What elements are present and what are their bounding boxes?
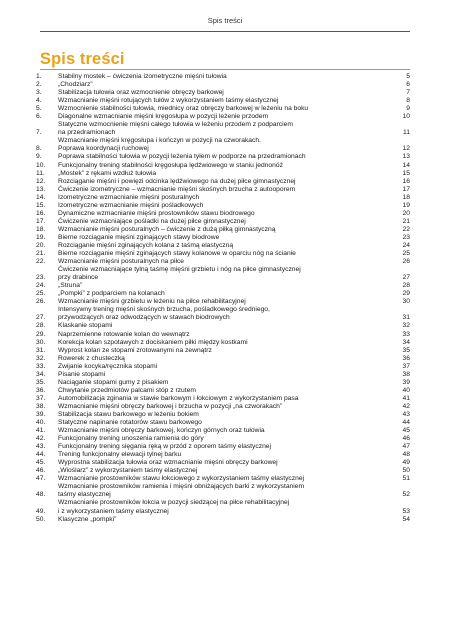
toc-entry-number: 40. xyxy=(36,419,46,427)
toc-entry-title-line: Klaskanie stopami xyxy=(58,322,113,330)
toc-entry-page: 30 xyxy=(402,298,410,306)
toc-entry[interactable] xyxy=(36,435,410,443)
toc-entry[interactable] xyxy=(36,290,410,298)
toc-entry-number: 17. xyxy=(36,217,46,225)
toc-entry-title-line: Funkcjonalny trening stabilności kręgosłupa lędźwiowego w staniu jednonóż xyxy=(58,161,283,169)
toc-entry-number: 27. xyxy=(36,314,46,322)
toc-entry-number: 44. xyxy=(36,451,46,459)
toc-entry[interactable] xyxy=(36,322,410,330)
toc-entry-title xyxy=(58,105,396,113)
toc-entry-title xyxy=(58,322,396,330)
toc-entry-title xyxy=(58,226,396,234)
toc-entry-number: 39. xyxy=(36,410,46,418)
toc-entry[interactable] xyxy=(36,250,410,258)
toc-entry-title xyxy=(58,435,396,443)
toc-entry-page: 37 xyxy=(402,362,410,370)
toc-entry-title xyxy=(58,499,396,515)
toc-entry-number: 46. xyxy=(36,467,46,475)
toc-entry-title xyxy=(58,250,396,258)
toc-entry[interactable] xyxy=(36,178,410,186)
toc-entry-title-line: Bierne rozciąganie mięśni zginających stawy biodrowe xyxy=(58,233,220,241)
toc-entry-number: 50. xyxy=(36,515,46,523)
toc-entry-title xyxy=(58,89,396,97)
toc-entry-number: 49. xyxy=(36,507,46,515)
toc-entry-title-line: Stabilny mostek – ćwiczenia izometryczne mięśni tułowia xyxy=(58,73,227,80)
toc-entry-number: 31. xyxy=(36,346,46,354)
toc-entry-number: 18. xyxy=(36,225,46,233)
toc-entry-page: 9 xyxy=(406,105,410,113)
toc-entry-title-line: Statyczne napinanie rotatorów stawu barkowego xyxy=(58,419,202,427)
toc-entry-page: 23 xyxy=(402,233,410,241)
toc-entry[interactable] xyxy=(36,202,410,210)
toc-entry-page: 49 xyxy=(402,459,410,467)
toc-entry-title-line: Wzmocnienie stabilności tułowia, miednicy oraz obręczy barkowej w leżeniu na boku xyxy=(58,105,309,113)
toc-entry-number: 7. xyxy=(36,129,42,137)
toc-entry-page: 42 xyxy=(402,402,410,410)
toc-entry-title-line: Wyprost kolan ze stopami zrotowanymi na zewnątrz xyxy=(58,346,212,354)
toc-entry[interactable] xyxy=(36,516,410,524)
toc-entry-number: 33. xyxy=(36,362,46,370)
toc-entry-number: 25. xyxy=(36,290,46,298)
toc-entry-number: 37. xyxy=(36,394,46,402)
toc-entry[interactable] xyxy=(36,379,410,387)
toc-entry-number: 47. xyxy=(36,475,46,483)
toc-entry-number: 23. xyxy=(36,274,46,282)
toc-entry-page: 28 xyxy=(402,282,410,290)
toc-entry-title-line: Wzmacnianie mięśni rotujących tułów z wykorzystaniem taśmy elastycznej xyxy=(58,97,279,105)
toc-entry-page: 50 xyxy=(402,467,410,475)
toc-entry-title-line: Bierne rozciąganie mięśni zginających stawy kolanowe w oparciu nóg na ścianie xyxy=(58,250,296,258)
toc-entry-page: 43 xyxy=(402,410,410,418)
toc-entry-page: 21 xyxy=(402,217,410,225)
toc-entry-page: 54 xyxy=(402,515,410,523)
toc-entry[interactable] xyxy=(36,395,410,403)
toc-entry-title xyxy=(58,210,396,218)
toc-entry-page: 14 xyxy=(402,161,410,169)
toc-entry-page: 41 xyxy=(402,394,410,402)
toc-entry-title-line: Chwytanie przedmiotów palcami stóp z rzutem xyxy=(58,386,196,394)
toc-entry[interactable] xyxy=(36,89,410,97)
toc-entry[interactable] xyxy=(36,97,410,105)
toc-entry-page: 26 xyxy=(402,258,410,266)
toc-entry-page: 34 xyxy=(402,338,410,346)
toc-entry-number: 19. xyxy=(36,233,46,241)
toc-entry-title xyxy=(58,443,396,451)
toc-entry-page: 27 xyxy=(402,274,410,282)
toc-entry[interactable] xyxy=(36,339,410,347)
toc-entry-title-line: Naciąganie stopami gumy z pisakiem xyxy=(58,378,169,386)
toc-entry-title xyxy=(58,258,396,266)
toc-entry-title-line: Poprawa koordynacji ruchowej xyxy=(58,145,149,153)
toc-entry-page: 15 xyxy=(402,169,410,177)
toc-entry-page: 45 xyxy=(402,427,410,435)
toc-entry-title xyxy=(58,475,396,483)
toc-entry-title-line: i z wykorzystaniem taśmy elastycznej xyxy=(58,507,169,515)
toc-entry[interactable] xyxy=(36,467,410,475)
toc-entry-title-line: Korekcja kolan szpotawych z dociskaniem piłki między kostkami xyxy=(58,338,248,346)
toc-entry-title xyxy=(58,266,396,282)
toc-entry-title-line: Ćwiczenie wzmacniające tylną taśmę mięśni grzbietu i nóg na piłce gimnastycznej xyxy=(58,266,301,274)
toc-entry-number: 41. xyxy=(36,427,46,435)
toc-entry-page: 51 xyxy=(402,475,410,483)
toc-entry-page: 39 xyxy=(402,378,410,386)
toc-entry-title xyxy=(58,218,396,226)
toc-entry[interactable] xyxy=(36,298,410,306)
toc-entry[interactable] xyxy=(36,371,410,379)
toc-entry-page: 35 xyxy=(402,346,410,354)
toc-entry-title xyxy=(58,371,396,379)
toc-entry-title xyxy=(58,411,396,419)
toc-entry-title-line: „Wioślarz” z wykorzystaniem taśmy elastycznej xyxy=(58,467,198,475)
toc-entry-number: 13. xyxy=(36,185,46,193)
toc-entry-title xyxy=(58,298,396,306)
toc-entry-title-line: Poprawa stabilności tułowia w pozycji leżenia tyłem w podporze na przedramionach xyxy=(58,153,306,161)
toc-entry-page: 20 xyxy=(402,209,410,217)
toc-entry-number: 15. xyxy=(36,201,46,209)
toc-entry-number: 42. xyxy=(36,435,46,443)
toc-entry-page: 29 xyxy=(402,290,410,298)
toc-entry-title xyxy=(58,459,396,467)
toc-entry-title xyxy=(58,427,396,435)
toc-entry[interactable] xyxy=(36,355,410,363)
toc-entry[interactable] xyxy=(36,347,410,355)
toc-entry-title-line: Wyprostna stabilizacja tułowia oraz wzmacnianie mięśni obręczy barkowej xyxy=(58,459,278,467)
toc-entry-number: 26. xyxy=(36,298,46,306)
toc-entry-title-line: Klasyczne „pompki” xyxy=(58,515,117,523)
toc-entry[interactable] xyxy=(36,170,410,178)
toc-entry-title xyxy=(58,355,396,363)
toc-entry[interactable] xyxy=(36,427,410,435)
toc-entry-number: 48. xyxy=(36,491,46,499)
toc-entry-page: 48 xyxy=(402,451,410,459)
toc-entry-page: 5 xyxy=(406,73,410,80)
toc-entry-title-line: Wzmacnianie prostowników stawu łokciowego z wykorzystaniem taśmy elastycznej xyxy=(58,475,305,483)
toc-entry-page: 12 xyxy=(402,145,410,153)
toc-entry-title xyxy=(58,363,396,371)
toc-entry-number: 1. xyxy=(36,73,42,80)
toc-entry-title-line: Wzmacnianie prostowników łokcia w pozycji siedzącej na piłce rehabilitacyjnej xyxy=(58,499,290,507)
toc-entry-page: 16 xyxy=(402,177,410,185)
toc-entry-title xyxy=(58,290,396,298)
toc-entry-number: 9. xyxy=(36,153,42,161)
toc-entry-page: 19 xyxy=(402,201,410,209)
toc-entry-title xyxy=(58,186,396,194)
toc-entry-title xyxy=(58,178,396,186)
table-of-contents xyxy=(36,73,410,524)
toc-entry-number: 2. xyxy=(36,81,42,89)
toc-entry-number: 10. xyxy=(36,161,46,169)
toc-entry-page: 38 xyxy=(402,370,410,378)
toc-entry[interactable] xyxy=(36,387,410,395)
toc-entry[interactable] xyxy=(36,258,410,266)
toc-entry[interactable] xyxy=(36,113,410,121)
toc-entry-number: 43. xyxy=(36,443,46,451)
toc-entry[interactable] xyxy=(36,73,410,81)
toc-entry-page: 10 xyxy=(402,113,410,121)
header-divider xyxy=(40,31,410,32)
toc-entry-number: 6. xyxy=(36,113,42,121)
toc-entry[interactable] xyxy=(36,218,410,226)
toc-entry-title xyxy=(58,97,396,105)
toc-entry-title-line: Izometryczne wzmacnianie mięśni pośladkowych xyxy=(58,201,204,209)
toc-entry-page: 32 xyxy=(402,322,410,330)
toc-entry-title xyxy=(58,467,396,475)
toc-entry-page: 8 xyxy=(406,97,410,105)
toc-entry-title-line: „Chodziarz” xyxy=(58,81,93,89)
toc-entry-title xyxy=(58,121,396,137)
toc-entry[interactable] xyxy=(36,483,410,499)
toc-entry-title xyxy=(58,339,396,347)
toc-entry-title-line: Naprzemienne rotowanie kolan do wewnątrz xyxy=(58,330,190,338)
toc-entry[interactable] xyxy=(36,153,410,161)
toc-entry-page: 13 xyxy=(402,153,410,161)
toc-entry-number: 28. xyxy=(36,322,46,330)
toc-entry[interactable] xyxy=(36,331,410,339)
toc-entry-title-line: Zwijanie kocyka/ręcznika stopami xyxy=(58,362,158,370)
toc-entry-title-line: przywodzących oraz odwodzących w stawach biodrowych xyxy=(58,314,230,322)
toc-entry-page: 36 xyxy=(402,354,410,362)
toc-entry[interactable] xyxy=(36,266,410,282)
title-divider xyxy=(40,69,410,70)
toc-entry-page: 22 xyxy=(402,225,410,233)
toc-entry-number: 21. xyxy=(36,250,46,258)
toc-entry-page: 47 xyxy=(402,443,410,451)
toc-entry-page: 7 xyxy=(406,89,410,97)
toc-entry-number: 30. xyxy=(36,338,46,346)
toc-entry-page: 11 xyxy=(403,129,410,137)
toc-entry-title xyxy=(58,483,396,499)
toc-entry-number: 14. xyxy=(36,193,46,201)
toc-entry-number: 29. xyxy=(36,330,46,338)
toc-entry-number: 4. xyxy=(36,97,42,105)
toc-entry-number: 35. xyxy=(36,378,46,386)
toc-entry-title-line: „Pompki” z podparciem na kolanach xyxy=(58,290,165,298)
toc-entry[interactable] xyxy=(36,419,410,427)
toc-entry-page: 44 xyxy=(402,419,410,427)
toc-entry-page: 24 xyxy=(402,241,410,249)
toc-entry-title xyxy=(58,242,396,250)
toc-entry-title xyxy=(58,516,396,524)
toc-entry-title-line: Statyczne wzmocnienie mięśni całego tułowia w leżeniu przodem z podparciem xyxy=(58,121,293,129)
toc-entry-title-line: Diagonalne wzmacnianie mięśni kręgosłupa w pozycji leżenie przodem xyxy=(58,113,269,121)
toc-entry[interactable] xyxy=(36,121,410,137)
toc-entry-title-line: Wzmacnianie mięśni obręczy barkowej i brzucha w pozycji „na czworakach” xyxy=(58,402,283,410)
toc-entry-title xyxy=(58,170,396,178)
toc-entry-title xyxy=(58,387,396,395)
toc-entry-title xyxy=(58,347,396,355)
toc-entry[interactable] xyxy=(36,403,410,411)
toc-entry-title xyxy=(58,137,396,153)
toc-entry-page: 18 xyxy=(402,193,410,201)
toc-entry-title-line: Automobilizacja zginania w stawie barkowym i łokciowym z wykorzystaniem pasa xyxy=(58,394,299,402)
toc-entry-number: 36. xyxy=(36,386,46,394)
toc-entry-title-line: Funkcjonalny trening unoszenia ramienia do góry xyxy=(58,435,204,443)
toc-entry-title xyxy=(58,419,396,427)
toc-entry-number: 24. xyxy=(36,282,46,290)
running-header: Spis treści xyxy=(207,16,243,25)
toc-entry-title-line: taśmy elastycznej xyxy=(58,491,111,499)
toc-entry-title xyxy=(58,113,396,121)
toc-entry-title xyxy=(58,162,396,170)
toc-entry-title xyxy=(58,395,396,403)
toc-entry-title-line: Ćwiczenie izometryczne – wzmacnianie mięśni skośnych brzucha z autooporem xyxy=(58,185,296,193)
page-title: Spis treści xyxy=(40,50,125,68)
toc-entry-page: 40 xyxy=(402,386,410,394)
toc-entry-title xyxy=(58,403,396,411)
toc-entry-title-line: Stabilizacja stawu barkowego w leżeniu bokiem xyxy=(58,410,199,418)
toc-entry[interactable] xyxy=(36,306,410,322)
toc-entry-title-line: Wzmacnianie mięśni kręgosłupa i kończyn w pozycji na czworakach. xyxy=(58,137,261,145)
toc-entry-title-line: Izometryczne wzmacnianie mięśni posturalnych xyxy=(58,193,200,201)
toc-entry-title-line: „Mostek” z rękami wzdłuż tułowia xyxy=(58,169,157,177)
toc-entry-title xyxy=(58,234,396,242)
toc-entry-title-line: Wzmacnianie mięśni posturalnych na piłce xyxy=(58,258,185,266)
toc-entry-title-line: Wzmacnianie prostowników ramienia i mięśni obniżających barki z wykorzystaniem xyxy=(58,483,305,491)
toc-entry-title-line: Wzmacnianie mięśni grzbietu w leżeniu na piłce rehabilitacyjnej xyxy=(58,298,246,306)
toc-entry[interactable] xyxy=(36,459,410,467)
toc-entry[interactable] xyxy=(36,451,410,459)
toc-entry-title-line: Pisanie stopami xyxy=(58,370,106,378)
toc-entry-title-line: Rowerek z chusteczką xyxy=(58,354,125,362)
toc-entry-title xyxy=(58,331,396,339)
toc-entry-title xyxy=(58,73,396,81)
toc-entry-title-line: Dynamiczne wzmacnianie mięśni prostowników stawu biodrowego xyxy=(58,209,255,217)
toc-entry-title-line: Wzmacnianie mięśni posturalnych – ćwiczenie z dużą piłką gimnastyczną xyxy=(58,225,276,233)
toc-entry-title-line: Wzmacnianie mięśni obręczy barkowej, kończyn górnych oraz tułowia xyxy=(58,427,265,435)
toc-entry-number: 16. xyxy=(36,209,46,217)
toc-entry-number: 3. xyxy=(36,89,42,97)
toc-entry[interactable] xyxy=(36,234,410,242)
toc-entry-number: 22. xyxy=(36,258,46,266)
toc-entry-title-line: Trening funkcjonalny elewacji tylnej barku xyxy=(58,451,182,459)
toc-entry-title xyxy=(58,306,396,322)
toc-entry-number: 34. xyxy=(36,370,46,378)
toc-entry[interactable] xyxy=(36,475,410,483)
toc-entry[interactable] xyxy=(36,411,410,419)
toc-entry-title-line: Rozciąganie mięśni zginających kolana z taśmą elastyczną xyxy=(58,241,234,249)
toc-entry-page: 6 xyxy=(406,81,410,89)
toc-entry-title-line: przy drabince xyxy=(58,274,99,282)
toc-entry-number: 20. xyxy=(36,241,46,249)
toc-entry-title-line: „Struna” xyxy=(58,282,83,290)
toc-entry[interactable] xyxy=(36,137,410,153)
toc-entry-number: 5. xyxy=(36,105,42,113)
toc-entry-title-line: Intensywny trening mięśni skośnych brzucha, pośladkowego średniego, xyxy=(58,306,270,314)
toc-entry-page: 53 xyxy=(402,507,410,515)
toc-entry[interactable] xyxy=(36,363,410,371)
toc-entry[interactable] xyxy=(36,499,410,515)
toc-entry-title-line: Stabilizacja tułowia oraz wzmocnienie obręczy barkowej xyxy=(58,89,224,97)
toc-entry[interactable] xyxy=(36,226,410,234)
toc-entry[interactable] xyxy=(36,162,410,170)
toc-entry-number: 8. xyxy=(36,145,42,153)
toc-entry-number: 12. xyxy=(36,177,46,185)
toc-entry-page: 17 xyxy=(402,185,410,193)
toc-entry[interactable] xyxy=(36,242,410,250)
toc-entry[interactable] xyxy=(36,282,410,290)
toc-entry[interactable] xyxy=(36,194,410,202)
toc-entry-page: 31 xyxy=(402,314,410,322)
toc-entry-number: 11. xyxy=(36,169,45,177)
toc-entry-number: 45. xyxy=(36,459,46,467)
toc-entry[interactable] xyxy=(36,105,410,113)
toc-entry[interactable] xyxy=(36,443,410,451)
toc-entry-number: 38. xyxy=(36,402,46,410)
toc-entry-title-line: Ćwiczenie wzmacniające pośladki na dużej piłce gimnastycznej xyxy=(58,217,246,225)
toc-entry-title xyxy=(58,451,396,459)
toc-entry[interactable] xyxy=(36,210,410,218)
toc-entry-title-line: Rozciąganie mięśni i powięzi odcinka lędźwiowego na dużej piłce gimnastycznej xyxy=(58,177,296,185)
toc-entry-title xyxy=(58,282,396,290)
toc-entry-title-line: na przedramionach xyxy=(58,129,116,137)
toc-entry-title xyxy=(58,81,396,89)
toc-entry-number: 32. xyxy=(36,354,46,362)
toc-entry-page: 46 xyxy=(402,435,410,443)
toc-entry[interactable] xyxy=(36,81,410,89)
toc-entry-title-line: Funkcjonalny trening sięgania ręką w przód z oporem taśmy elastycznej xyxy=(58,443,271,451)
toc-entry-page: 25 xyxy=(402,250,410,258)
toc-entry-page: 52 xyxy=(402,491,410,499)
toc-entry-title xyxy=(58,194,396,202)
toc-entry-title xyxy=(58,153,396,161)
toc-entry-title xyxy=(58,379,396,387)
toc-entry-title xyxy=(58,202,396,210)
toc-entry-page: 33 xyxy=(402,330,410,338)
toc-entry[interactable] xyxy=(36,186,410,194)
